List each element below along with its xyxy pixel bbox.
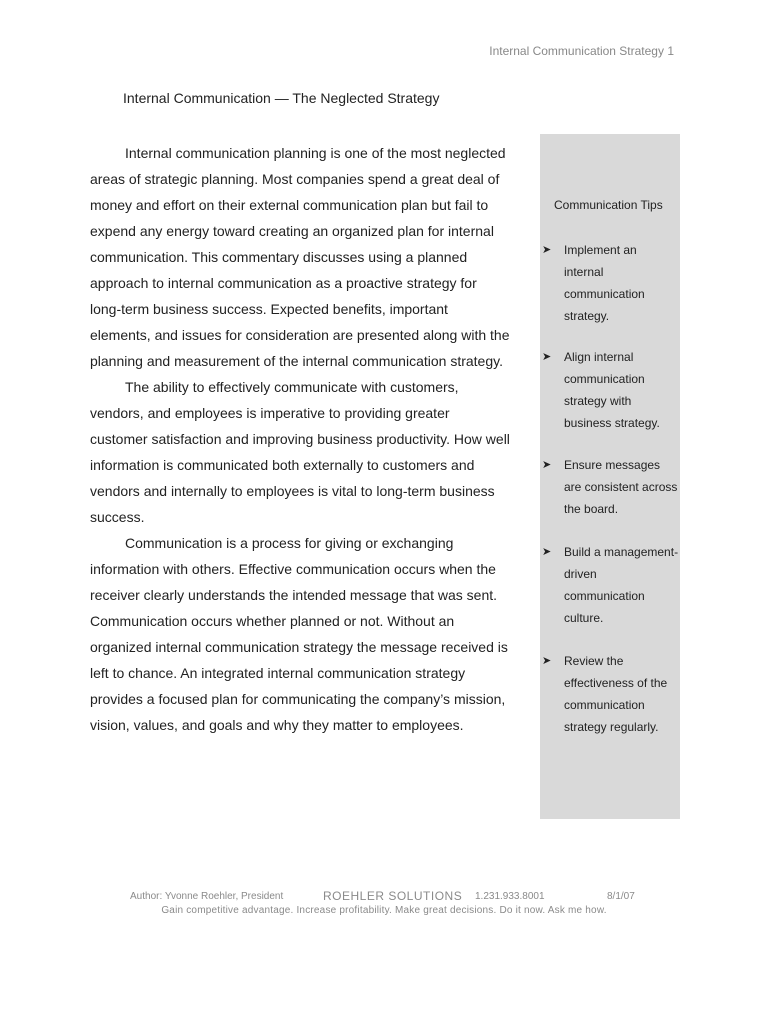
tip-item — [542, 541, 680, 629]
document-body — [90, 140, 510, 738]
arrow-bullet-icon: ➤ — [542, 459, 552, 471]
body-paragraph: Communication is a process for giving or exchanging information with others. Effective communication occurs when the receiver clearly understands the intended message that was sent. Communication occurs whether planned or not. Without an organized internal communication strategy the message received is left to chance. An integrated internal communication strategy provides a focused plan for communicating the company’s mission, vision, values, and goals and why they matter to employees. — [90, 535, 508, 733]
footer-date: 8/1/07 — [607, 891, 635, 902]
sidebar-title: Communication Tips — [554, 198, 663, 212]
running-head: Internal Communication Strategy 1 — [489, 44, 674, 58]
body-paragraph: Internal communication planning is one of the most neglected areas of strategic planning. Most companies spend a great deal of money and effort on their external communication plan but fail to expend any energy toward creating an organized plan for internal communication. This commentary discusses using a planned approach to internal communication as a proactive strategy for long-term business success. Expected benefits, important elements, and issues for consideration are presented along with the planning and measurement of the internal communication strategy. — [90, 145, 510, 369]
tip-item — [542, 454, 680, 520]
arrow-bullet-icon: ➤ — [542, 655, 552, 667]
tip-text: Align internal communication strategy with business strategy. — [564, 350, 660, 430]
body-paragraph: The ability to effectively communicate with customers, vendors, and employees is imperative to providing greater customer satisfaction and improving business productivity. How well information is communicated both externally to customers and vendors and internally to employees is vital to long-term business success. — [90, 379, 510, 525]
tip-text: Ensure messages are consistent across the board. — [564, 458, 678, 516]
footer-author: Author: Yvonne Roehler, President — [130, 891, 284, 902]
tip-text: Review the effectiveness of the communication strategy regularly. — [564, 654, 668, 734]
arrow-bullet-icon: ➤ — [542, 351, 552, 363]
footer-phone: 1.231.933.8001 — [475, 891, 545, 902]
arrow-bullet-icon: ➤ — [542, 244, 552, 256]
tip-text: Build a management-driven communication culture. — [564, 545, 679, 625]
tip-item — [542, 239, 680, 327]
tip-item — [542, 650, 680, 738]
arrow-bullet-icon: ➤ — [542, 546, 552, 558]
tips-sidebar — [540, 134, 680, 819]
footer-tagline: Gain competitive advantage. Increase profitability. Make great decisions. Do it now. Ask me how. — [161, 905, 607, 916]
tip-item — [542, 346, 680, 434]
tip-text: Implement an internal communication strategy. — [564, 243, 645, 323]
document-title: Internal Communication — The Neglected Strategy — [123, 90, 440, 106]
footer-company: ROEHLER SOLUTIONS — [323, 889, 463, 903]
